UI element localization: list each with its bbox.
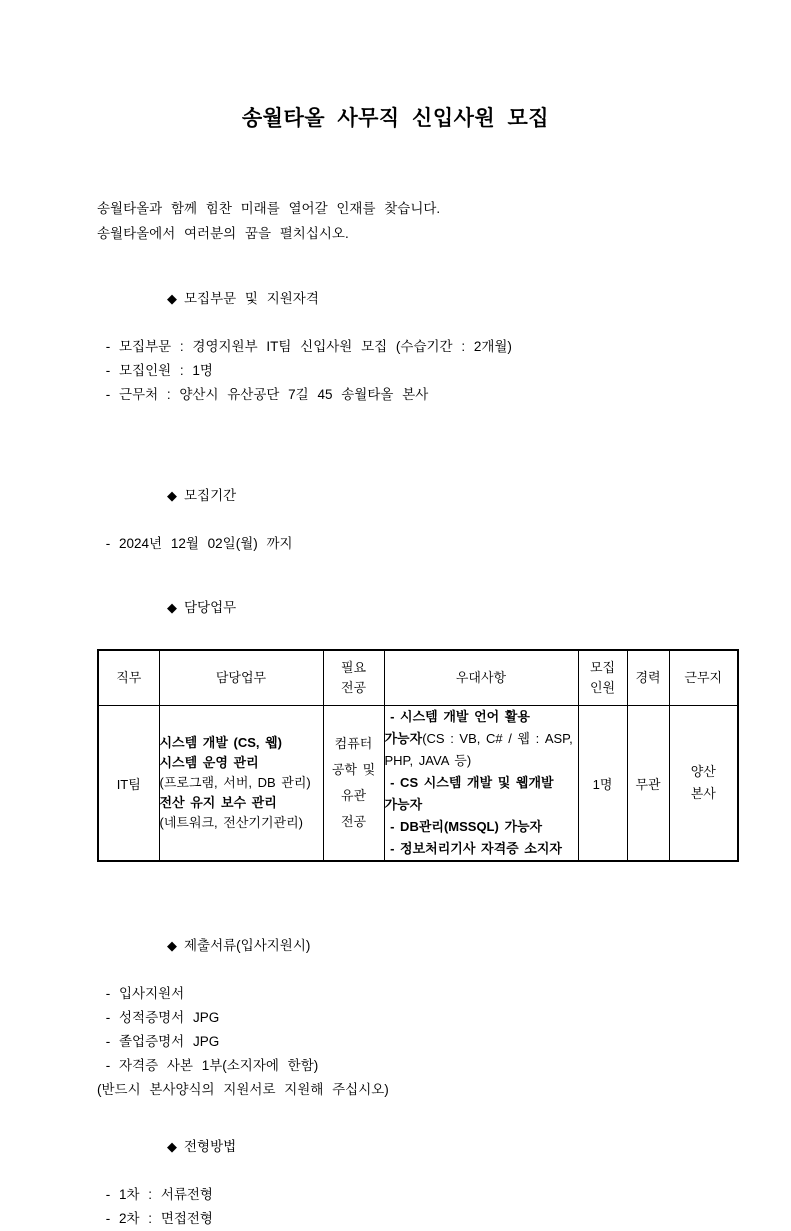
cell-career xyxy=(627,706,669,862)
diamond-bullet-icon: ◆ xyxy=(167,600,178,615)
list-item: - 2024년 12월 02일(월) 까지 xyxy=(97,536,293,551)
cell-line: 가능자(CS : VB, C# / 웹 : ASP, xyxy=(384,731,573,746)
column-header-job xyxy=(98,650,159,706)
section-period-items xyxy=(97,532,739,556)
cell-line: 1명 xyxy=(592,776,613,792)
section-duties xyxy=(97,572,739,644)
section-documents-heading xyxy=(97,910,739,982)
column-header-location xyxy=(669,650,738,706)
list-item: - 졸업증명서 JPG xyxy=(97,1034,220,1049)
list-item: - 입사지원서 xyxy=(97,986,185,1001)
cell-line: 인원 xyxy=(589,680,616,695)
cell-line: 필요 xyxy=(340,660,367,675)
section-recruit xyxy=(97,263,739,407)
section-documents-heading-label: 제출서류(입사지원시) xyxy=(184,938,311,953)
column-header-duties xyxy=(159,650,323,706)
section-period xyxy=(97,460,739,556)
intro-paragraph xyxy=(97,196,739,246)
list-item: 송월타올과 함께 힘찬 미래를 열어갈 인재를 찾습니다. xyxy=(97,201,441,216)
section-recruit-heading xyxy=(97,263,739,335)
list-item: - 근무처 : 양산시 유산공단 7길 45 송월타올 본사 xyxy=(97,387,429,402)
section-duties-heading xyxy=(97,572,739,644)
column-header-headcount xyxy=(578,650,627,706)
section-process-heading xyxy=(97,1111,739,1183)
list-item: (반드시 본사양식의 지원서로 지원해 주십시오) xyxy=(97,1082,389,1097)
cell-line: 모집 xyxy=(589,660,616,675)
cell-line: IT팀 xyxy=(116,776,141,792)
duties-table xyxy=(97,649,739,862)
diamond-bullet-icon: ◆ xyxy=(167,291,178,306)
column-header-preferred xyxy=(384,650,578,706)
cell-line: 직무 xyxy=(116,670,142,685)
section-process-heading-label: 전형방법 xyxy=(184,1139,237,1154)
cell-line: - DB관리(MSSQL) 가능자 xyxy=(384,819,543,834)
cell-line: (프로그램, 서버, DB 관리) xyxy=(159,775,311,790)
cell-line: 가능자 xyxy=(384,797,423,812)
cell-line: 공학 및 xyxy=(331,762,376,777)
column-header-major xyxy=(323,650,384,706)
diamond-bullet-icon: ◆ xyxy=(167,488,178,503)
table-row xyxy=(98,706,738,862)
section-process xyxy=(97,1111,739,1231)
cell-line: 양산 xyxy=(690,764,716,779)
section-documents xyxy=(97,910,739,1102)
list-item: - 모집부문 : 경영지원부 IT팀 신입사원 모집 (수습기간 : 2개월) xyxy=(97,339,512,354)
page-title: 송월타올 사무직 신입사원 모집 xyxy=(241,107,550,130)
section-period-heading xyxy=(97,460,739,532)
cell-line: - CS 시스템 개발 및 웹개발 xyxy=(384,775,554,790)
section-documents-items xyxy=(97,982,739,1102)
duties-table-body xyxy=(98,706,738,862)
cell-location xyxy=(669,706,738,862)
cell-line: 컴퓨터 xyxy=(334,736,373,751)
cell-line: 우대사항 xyxy=(455,670,507,685)
diamond-bullet-icon: ◆ xyxy=(167,938,178,953)
cell-line: 본사 xyxy=(690,786,716,801)
cell-line: 무관 xyxy=(635,776,661,792)
list-item: - 자격증 사본 1부(소지자에 한함) xyxy=(97,1058,319,1073)
cell-headcount xyxy=(578,706,627,862)
section-period-heading-label: 모집기간 xyxy=(184,488,237,503)
section-duties-heading-label: 담당업무 xyxy=(184,600,237,615)
cell-line: 담당업무 xyxy=(215,670,267,685)
section-recruit-items xyxy=(97,335,739,407)
cell-line: PHP, JAVA 등) xyxy=(384,753,472,768)
list-item: - 2차 : 면접전형 xyxy=(97,1211,213,1226)
cell-line: 전공 xyxy=(340,814,367,829)
list-item: - 성적증명서 JPG xyxy=(97,1010,220,1025)
cell-line: 시스템 운영 관리 xyxy=(159,755,259,770)
header-row xyxy=(98,650,738,706)
column-header-career xyxy=(627,650,669,706)
cell-line: 유관 xyxy=(340,788,367,803)
cell-line: 시스템 개발 (CS, 웹) xyxy=(159,735,283,750)
cell-line: - 시스템 개발 언어 활용 xyxy=(384,709,530,724)
list-item: 송월타올에서 여러분의 꿈을 펼치십시오. xyxy=(97,226,349,241)
cell-major xyxy=(323,706,384,862)
cell-preferred xyxy=(384,706,578,862)
cell-line: 근무지 xyxy=(684,670,723,685)
document-body xyxy=(0,196,791,1231)
cell-duties xyxy=(159,706,323,862)
list-item: - 모집인원 : 1명 xyxy=(97,363,213,378)
cell-line: 경력 xyxy=(635,670,661,685)
section-recruit-heading-label: 모집부문 및 지원자격 xyxy=(184,291,319,306)
section-process-items xyxy=(97,1183,739,1231)
duties-table-header xyxy=(98,650,738,706)
cell-line: - 정보처리기사 자격증 소지자 xyxy=(384,841,562,856)
diamond-bullet-icon: ◆ xyxy=(167,1139,178,1154)
cell-line: 전산 유지 보수 관리 xyxy=(159,795,277,810)
cell-job xyxy=(98,706,159,862)
list-item: - 1차 : 서류전형 xyxy=(97,1187,213,1202)
cell-line: (네트워크, 전산기기관리) xyxy=(159,815,303,830)
cell-line: 전공 xyxy=(340,680,367,695)
